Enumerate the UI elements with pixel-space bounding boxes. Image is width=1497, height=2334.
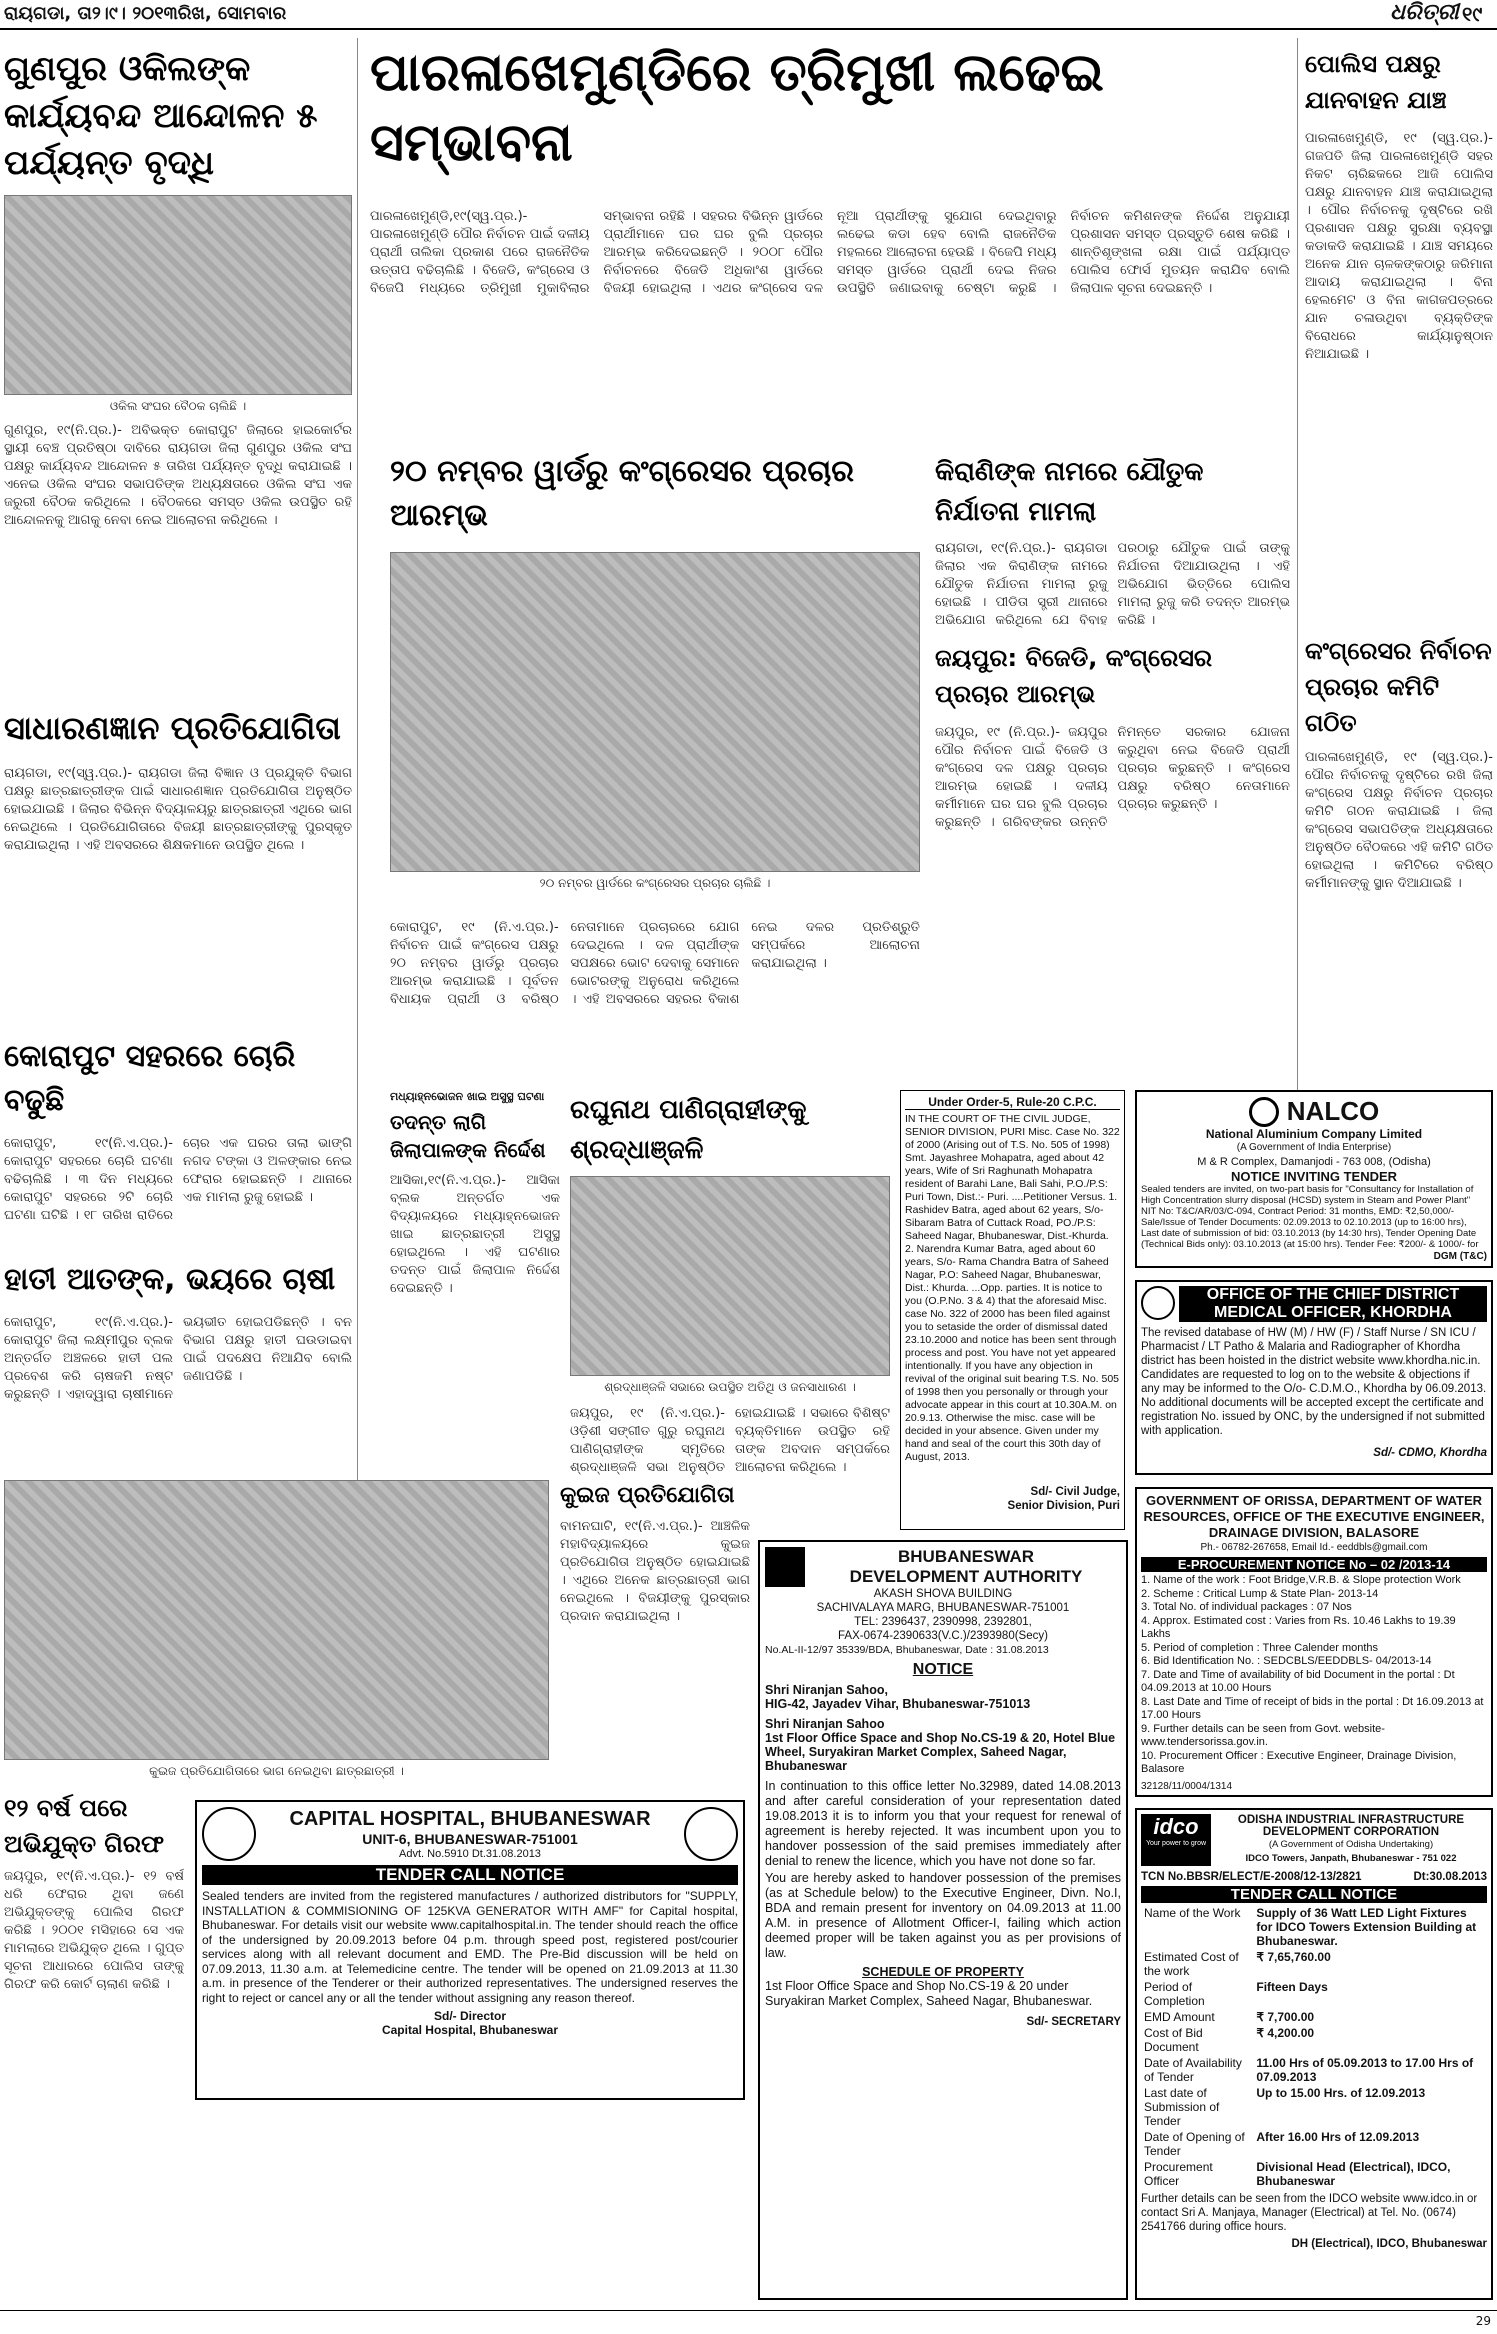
- headline: ରଘୁନାଥ ପାଣିଗ୍ରାହୀଙ୍କୁ ଶ୍ରଦ୍ଧାଞ୍ଜଳି: [570, 1095, 807, 1165]
- ad-item-list: [1141, 1574, 1487, 1777]
- ad-ref: No.AL-II-12/97 35339/BDA, Bhubaneswar, Date : 31.08.2013: [765, 1644, 1049, 1656]
- story-arrest: [4, 1790, 184, 2263]
- ad-ref: 32128/11/0004/1314: [1141, 1780, 1233, 1792]
- story-body: ରାୟଗଡା, ୧୯(ନି.ପ୍ର.)- ରାୟଗଡା ଜିଲାର ଏକ କିରାଣିଙ୍କ ନାମରେ ଯୌତୁକ ନିର୍ଯାତନା ମାମଲା ରୁଜୁ ହୋଇଛି । ପୀଡିତା ସ୍ତ୍ରୀ ଥାନାରେ ଅଭିଯୋଗ କରିଥିଲେ ଯେ ବିବାହ ପରଠାରୁ ଯୌତୁକ ପାଇଁ ତାଙ୍କୁ ନିର୍ଯାତନା ଦିଆଯାଉଥିଲା । ଏହି ଅଭିଯୋଗ ଭିତ୍ତିରେ ପୋଲିସ ମାମଲା ରୁଜୁ କରି ତଦନ୍ତ ଆରମ୍ଭ କରିଛି ।: [935, 541, 1290, 628]
- table-row: [1141, 2129, 1487, 2159]
- ad-subtitle: (A Government of India Enterprise): [1236, 1142, 1392, 1153]
- row-value: Up to 15.00 Hrs. of 12.09.2013: [1256, 2086, 1426, 2100]
- table-row: [1141, 2009, 1487, 2025]
- row-value: Supply of 36 Watt LED Light Fixtures for IDCO Towers Extension Building at Bhubaneswar.: [1256, 1906, 1477, 1948]
- ad-item: 4. Approx. Estimated cost : Varies from Rs. 10.46 Lakhs to 19.39 Lakhs: [1141, 1614, 1456, 1640]
- ad-footer: Further details can be seen from the IDCO website www.idco.in or contact Sri A. Manjaya, Manager (Electrical) at Tel. No. (0674) 2541766 during office hours.: [1141, 2193, 1478, 2233]
- ad-item: 2. Scheme : Critical Lump & State Plan- 2013-14: [1141, 1587, 1379, 1600]
- ad-body: IN THE COURT OF THE CIVIL JUDGE, SENIOR DIVISION, PURI Misc. Case No. 322 of 2000 (Arising out of T.S. No. 505 of 1998) Smt. Jayashree Mohapatra, aged about 42 years, Wife of Sri Raghunath Mohapatra resident of Barahi Lane, Bali Sahi, P.O./P.S: Puri Town, Dist.:- Puri. ....Petitioner Versus. 1. Rashidev Batra, aged about 62 years, S/o- Sibaram Batra of Cuttack Road, PO./P.S: Saheed Nagar, Bhubaneswar, Dist.-Khurda. 2. Narendra Kumar Batra, aged about 60 years, S/o- Rama Chandra Batra of Saheed Nagar, P.O: Saheed Nagar, Bhubaneswar, Dist.: Khurda. ...Opp. parties. It is notice to you (O.P.No. 3 & 4) that the aforesaid Misc. case No. 322 of 2000 has been filed against you to setaside the order of dismissal dated 23.10.2000 and notice has been sent through process and post. You have not yet appeared intentionally. If you have any objection in revival of the original suit bearing T.S. No. 505 of 1998 then you personally or through your advocate appear in this court at 10.30A.M. on 20.9.13. Otherwise the misc. case will be decided in your absence. Given under my hand and seal of the court this 30th day of August, 2013.: [905, 1113, 1120, 1463]
- photo-lawyers-meeting: [4, 195, 352, 395]
- ad-sign: Capital Hospital, Bhubaneswar: [381, 2023, 559, 2037]
- row-label: Period of Completion: [1144, 1980, 1205, 2008]
- ad-footer: DGM (T&C): [1433, 1251, 1487, 1262]
- ad-advt: Advt. No.5910 Dt.31.08.2013: [399, 1847, 541, 1860]
- footer-page-number: 29: [1475, 2314, 1491, 2328]
- ad-sign: Sd/- CDMO, Khordha: [1373, 1447, 1487, 1459]
- ad-court-notice: [900, 1090, 1125, 1530]
- headline: କୁଇଜ ପ୍ରତିଯୋଗିତା: [560, 1483, 735, 1508]
- ad-sign: DH (Electrical), IDCO, Bhubaneswar: [1291, 2238, 1487, 2250]
- ad-addressee: 1st Floor Office Space and Shop No.CS-19 & 20, Hotel Blue Wheel, Suryakiran Market Complex, Saheed Nagar, Bhubaneswar: [765, 1731, 1116, 1773]
- ad-address: IDCO Towers, Janpath, Bhubaneswar - 751 022: [1245, 1853, 1457, 1864]
- column-rule: [1297, 38, 1298, 1248]
- headline: ୧୨ ବର୍ଷ ପରେ ଅଭିଯୁକ୍ତ ଗିରଫ: [4, 1794, 165, 1858]
- story-general-knowledge: [4, 705, 352, 1065]
- story-body: ଗୁଣପୁର, ୧୯(ନି.ପ୍ର.)- ଅବିଭକ୍ତ କୋରାପୁଟ ଜିଲାରେ ହାଇକୋର୍ଟର ସ୍ଥାୟୀ ବେଞ୍ଚ ପ୍ରତିଷ୍ଠା ଦାବିରେ ରାୟଗଡା ଜିଲା ଗୁଣପୁର ଓକିଲ ସଂଘ ପକ୍ଷରୁ କାର୍ଯ୍ୟବନ୍ଦ ଆନ୍ଦୋଳନ ୫ ତାରିଖ ପର୍ଯ୍ୟନ୍ତ ବୃଦ୍ଧି କରାଯାଇଛି । ଏନେଇ ଓକିଲ ସଂଘର ସଭାପତିଙ୍କ ଅଧ୍ୟକ୍ଷତାରେ ଓକିଲ ସଂଘ ଏକ ଜରୁରୀ ବୈଠକ କରିଥିଲେ । ବୈଠକରେ ସମସ୍ତ ଓକିଲ ଉପସ୍ଥିତ ରହି ଆନ୍ଦୋଳନକୁ ଆଗକୁ ନେବା ନେଇ ଆଲୋଚନା କରିଥିଲେ ।: [4, 423, 352, 528]
- row-value: Divisional Head (Electrical), IDCO, Bhubaneswar: [1256, 2160, 1451, 2188]
- photo-caption: କୁଇଜ ପ୍ରତିଯୋଗିତାରେ ଭାଗ ନେଇଥିବା ଛାତ୍ରଛାତ୍ରୀ ।: [149, 1764, 404, 1778]
- row-label: Date of Opening of Tender: [1144, 2130, 1245, 2158]
- ad-sign: Sd/- Civil Judge,: [1030, 1486, 1120, 1498]
- photo-quiz: [4, 1480, 549, 1760]
- ad-sign: Senior Division, Puri: [1007, 1500, 1120, 1512]
- headline: ହାତୀ ଆତଙ୍କ, ଭୟରେ ଚାଷୀ: [4, 1262, 336, 1297]
- headline: ୨୦ ନମ୍ବର ୱାର୍ଡରୁ କଂଗ୍ରେସର ପ୍ରଚାର ଆରମ୍ଭ: [390, 454, 855, 533]
- ad-item: 7. Date and Time of availability of bid Document in the portal : Dt 04.09.2013 at 10.00 Hours: [1141, 1668, 1455, 1694]
- ad-address: AKASH SHOVA BUILDING: [873, 1588, 1013, 1600]
- odisha-emblem-icon: [1141, 1286, 1175, 1320]
- page-number: ୧୯: [1462, 2, 1483, 26]
- row-value: 11.00 Hrs of 05.09.2013 to 17.00 Hrs of 07.09.2013: [1256, 2056, 1474, 2084]
- ad-title: BHUBANESWAR: [898, 1547, 1034, 1566]
- table-row: [1141, 2025, 1487, 2055]
- story-body: ଆସିକା,୧୯(ନି.ଏ.ପ୍ର.)- ଆସିକା ବ୍ଲକ ଅନ୍ତର୍ଗତ ଏକ ବିଦ୍ୟାଳୟରେ ମଧ୍ୟାହ୍ନଭୋଜନ ଖାଇ ଛାତ୍ରଛାତ୍ରୀ ଅସୁସ୍ଥ ହୋଇଥିଲେ । ଏହି ଘଟଣାର ତଦନ୍ତ ପାଇଁ ଜିଲାପାଳ ନିର୍ଦ୍ଦେଶ ଦେଇଛନ୍ତି ।: [390, 1173, 560, 1296]
- story-body: କୋରାପୁଟ, ୧୯ (ନି.ଏ.ପ୍ର.)- ନିର୍ବାଚନ ପାଇଁ କଂଗ୍ରେସ ପକ୍ଷରୁ ୨୦ ନମ୍ବର ୱାର୍ଡରୁ ପ୍ରଚାର ଆରମ୍ଭ କରାଯାଇଛି । ପୂର୍ବତନ ବିଧାୟକ ପ୍ରାର୍ଥୀ ଓ ବରିଷ୍ଠ ନେତାମାନେ ପ୍ରଚାରରେ ଯୋଗ ଦେଇଥିଲେ । ଦଳ ପ୍ରାର୍ଥୀଙ୍କ ସପକ୍ଷରେ ଭୋଟ ଦେବାକୁ ସେମାନେ ଭୋଟରଙ୍କୁ ଅନୁରୋଧ କରିଥିଲେ । ଏହି ଅବସରରେ ସହରର ବିକାଶ ନେଇ ଦଳର ପ୍ରତିଶ୍ରୁତି ସମ୍ପର୍କରେ ଆଲୋଚନା କରାଯାଇଥିଲା ।: [390, 920, 920, 1007]
- dateline: ରାୟଗଡା, ତା୨।୯। ୨୦୧୩ରିଖ, ସୋମବାର: [4, 3, 287, 24]
- story-gunupur: [4, 46, 352, 690]
- table-row: [1141, 1949, 1487, 1979]
- page-footer: [0, 2310, 1497, 2334]
- ad-addressee: HIG-42, Jayadev Vihar, Bhubaneswar-751013: [765, 1697, 1031, 1711]
- story-jeypore: [935, 640, 1290, 1074]
- headline: ସାଧାରଣଜ୍ଞାନ ପ୍ରତିଯୋଗିତା: [4, 709, 341, 747]
- ad-title: DEVELOPMENT AUTHORITY: [849, 1567, 1083, 1586]
- ad-subtitle: (A Government of Odisha Undertaking): [1268, 1839, 1434, 1850]
- row-value: After 16.00 Hrs of 12.09.2013: [1256, 2130, 1420, 2144]
- ad-item: 5. Period of completion : Three Calender months: [1141, 1641, 1379, 1654]
- table-row: [1141, 2085, 1487, 2129]
- ad-nalco: [1135, 1090, 1493, 1268]
- ad-item: 6. Bid Identification No. : SEDCBLS/EEDDBLS- 04/2013-14: [1141, 1655, 1432, 1667]
- ad-title: CAPITAL HOSPITAL, BHUBANESWAR: [289, 1807, 651, 1830]
- row-value: ₹ 7,700.00: [1256, 2010, 1315, 2024]
- headline: କଂଗ୍ରେସର ନିର୍ବାଚନ ପ୍ରଚାର କମିଟି ଗଠିତ: [1305, 637, 1492, 737]
- story-paralakhemundi: [370, 38, 1290, 483]
- masthead: [0, 0, 1497, 30]
- headline: ତଦନ୍ତ ଲାଗି ଜିଲାପାଳଙ୍କ ନିର୍ଦ୍ଦେଶ: [390, 1110, 546, 1162]
- headline: କୋରାପୁଟ ସହରରେ ଚୋରି ବଢୁଛି: [4, 1039, 296, 1118]
- headline: ଗୁଣପୁର ଓକିଲଙ୍କ କାର୍ଯ୍ୟବନ୍ଦ ଆନ୍ଦୋଳନ ୫ ପର୍ଯ୍ୟନ୍ତ ବୃଦ୍ଧି: [4, 49, 318, 183]
- ad-item: 3. Total No. of individual packages : 07 Nos: [1141, 1601, 1352, 1613]
- row-value: ₹ 4,200.00: [1256, 2026, 1315, 2040]
- story-body: ଜୟପୁର, ୧୯ (ନି.ଏ.ପ୍ର.)- ଓଡ଼ିଶୀ ସଙ୍ଗୀତ ଗୁରୁ ରଘୁନାଥ ପାଣିଗ୍ରାହୀଙ୍କ ସ୍ମୃତିରେ ଶ୍ରଦ୍ଧାଞ୍ଜଳି ସଭା ଅନୁଷ୍ଠିତ ହୋଇଯାଇଛି । ସଭାରେ ବିଶିଷ୍ଟ ବ୍ୟକ୍ତିମାନେ ଉପସ୍ଥିତ ରହି ତାଙ୍କ ଅବଦାନ ସମ୍ପର୍କରେ ଆଲୋଚନା କରିଥିଲେ ।: [570, 1406, 890, 1475]
- story-ward20: [390, 450, 920, 1099]
- ad-item: 8. Last Date and Time of receipt of bids in the portal : Dt 16.09.2013 at 17.00 Hours: [1141, 1695, 1484, 1721]
- ad-item: 9. Further details can be seen from Govt. website- www.tendersorissa.gov.in.: [1141, 1722, 1385, 1748]
- ad-title: NOTICE INVITING TENDER: [1230, 1169, 1398, 1184]
- headline: ଜୟପୁର: ବିଜେଡି, କଂଗ୍ରେସର ପ୍ରଚାର ଆରମ୍ଭ: [935, 644, 1213, 708]
- bda-logo-icon: [765, 1547, 805, 1587]
- headline: କିରାଣିଙ୍କ ନାମରେ ଯୌତୁକ ନିର୍ଯାତନା ମାମଲା: [935, 457, 1204, 527]
- story-body: କୋରାପୁଟ, ୧୯(ନି.ଏ.ପ୍ର.)- କୋରାପୁଟ ସହରରେ ଚୋରି ଘଟଣା ବଢିଚାଲିଛି । ୩ ଦିନ ମଧ୍ୟରେ କୋରାପୁଟ ସହରରେ ୨ଟି ଚୋରି ଘଟଣା ଘଟିଛି । ୧୮ ତାରିଖ ରାତିରେ ଚୋର ଏକ ଘରର ତାଲା ଭାଙ୍ଗି ନଗଦ ଟଙ୍କା ଓ ଅଳଙ୍କାର ନେଇ ଫେରାର ହୋଇଛନ୍ତି । ଥାନାରେ ଏକ ମାମଲା ରୁଜୁ ହୋଇଛି ।: [4, 1136, 352, 1223]
- hospital-logo-icon: [202, 1807, 256, 1861]
- ad-title: DEVELOPMENT CORPORATION: [1262, 1826, 1440, 1838]
- row-value: Fifteen Days: [1256, 1980, 1328, 1994]
- ad-item: 1. Name of the work : Foot Bridge,V.R.B. & Slope protection Work: [1141, 1574, 1461, 1586]
- ad-bda: [758, 1540, 1128, 2300]
- story-dowry: [935, 452, 1290, 650]
- ad-contact: Ph.- 06782-267658, Email Id.- eeddbls@gmail.com: [1200, 1542, 1428, 1553]
- ad-body: Sealed tenders are invited, on two-part basis for "Consultancy for Installation of High Concentration slurry disposal (HCSD) system in Steam and Power Plant" NIT No: T&C/AR/03/C-094, Contract Period: 31 months, EMD: ₹2,50,000/- Sale/Issue of Tender Documents: 02.09.2013 to 02.10.2013 (up to 16:00 hrs), Last date of submission of bid: 03.10.2013 (by 14:30 hrs), Tender Opening Date (Technical Bids only): 03.10.2013 (at 15:00 hrs). Tender Fee: ₹200/- & 1000/- for: [1141, 1184, 1479, 1250]
- photo-caption: ୨୦ ନମ୍ବର ୱାର୍ଡରେ କଂଗ୍ରେସର ପ୍ରଚାର ଚାଲିଛି ।: [539, 876, 771, 890]
- ad-body: In continuation to this office letter No.32989, dated 14.08.2013 and after careful consideration of your representation dated 19.08.2013 it is to inform you that your request for renewal of agreement is hereby rejected. It was incumbent upon you to handover possession of the said premises immediately after denial to renew the licence, which you have not done so far.: [765, 1779, 1121, 1868]
- story-body: ପାରଳାଖେମୁଣ୍ଡି,୧୯(ସ୍ୱ.ପ୍ର.)- ପାରଳାଖେମୁଣ୍ଡି ପୌର ନିର୍ବାଚନ ପାଇଁ ଦଳୀୟ ପ୍ରାର୍ଥୀ ତାଲିକା ପ୍ରକାଶ ପରେ ରାଜନୈତିକ ଉତ୍ତାପ ବଢିଚାଲିଛି । ବିଜେଡି, କଂଗ୍ରେସ ଓ ବିଜେପି ମଧ୍ୟରେ ତ୍ରିମୁଖୀ ମୁକାବିଲାର ସମ୍ଭାବନା ରହିଛି । ସହରର ବିଭିନ୍ନ ୱାର୍ଡରେ ପ୍ରାର୍ଥୀମାନେ ଘର ଘର ବୁଲି ପ୍ରଚାର ଆରମ୍ଭ କରିଦେଇଛନ୍ତି । ୨୦୦୮ ପୌର ନିର୍ବାଚନରେ ବିଜେଡି ଅଧିକାଂଶ ୱାର୍ଡରେ ବିଜୟୀ ହୋଇଥିଲା । ଏଥର କଂଗ୍ରେସ ଦଳ ନୂଆ ପ୍ରାର୍ଥୀଙ୍କୁ ସୁଯୋଗ ଦେଇଥିବାରୁ ଲଢେଇ କଡା ହେବ ବୋଲି ରାଜନୈତିକ ମହଲରେ ଆଲୋଚନା ହେଉଛି । ବିଜେପି ମଧ୍ୟ ସମସ୍ତ ୱାର୍ଡରେ ପ୍ରାର୍ଥୀ ଦେଇ ନିଜର ଉପସ୍ଥିତି ଜଣାଇବାକୁ ଚେଷ୍ଟା କରୁଛି । ନିର୍ବାଚନ କମିଶନଙ୍କ ନିର୍ଦ୍ଦେଶ ଅନୁଯାୟୀ ପ୍ରଶାସନ ସମସ୍ତ ପ୍ରସ୍ତୁତି ଶେଷ କରିଛି । ଶାନ୍ତିଶୃଙ୍ଖଳା ରକ୍ଷା ପାଇଁ ପର୍ଯ୍ୟାପ୍ତ ପୋଲିସ ଫୋର୍ସ ମୁତୟନ କରାଯିବ ବୋଲି ଜିଲାପାଳ ସୂଚନା ଦେଇଛନ୍ତି ।: [370, 209, 1290, 296]
- ad-title: Under Order-5, Rule-20 C.P.C.: [905, 1095, 1120, 1110]
- idco-logo: [1141, 1814, 1211, 1866]
- row-label: Procurement Officer: [1144, 2160, 1213, 2188]
- table-row: [1141, 2159, 1487, 2189]
- nalco-logo-icon: [1249, 1097, 1279, 1127]
- story-police: [1305, 46, 1493, 630]
- logo-text: idco: [1153, 1814, 1199, 1839]
- row-label: Estimated Cost of the work: [1144, 1950, 1239, 1978]
- ad-title: OFFICE OF THE CHIEF DISTRICT: [1206, 1286, 1460, 1303]
- headline: ପୋଲିସ ପକ୍ଷରୁ ଯାନବାହନ ଯାଞ୍ଚ: [1305, 50, 1447, 114]
- ad-schedule: 1st Floor Office Space and Shop No.CS-19 & 20 under Suryakiran Market Complex, Saheed Nagar, Bhubaneswar.: [765, 1979, 1093, 2008]
- ad-addressee: Shri Niranjan Sahoo,: [765, 1683, 888, 1697]
- ad-notice-bar: TENDER CALL NOTICE: [1141, 1886, 1487, 1903]
- ad-tel: TEL: 2396437, 2390998, 2392801,: [854, 1616, 1032, 1628]
- ad-fax: FAX-0674-2390633(V.C.)/2393980(Secy): [838, 1630, 1048, 1642]
- headline: ପାରଳାଖେମୁଣ୍ଡିରେ ତ୍ରିମୁଖୀ ଲଢେଇ ସମ୍ଭାବନା: [370, 43, 1104, 173]
- row-label: Cost of Bid Document: [1144, 2026, 1203, 2054]
- story-body: କୋରାପୁଟ, ୧୯(ନି.ଏ.ପ୍ର.)- କୋରାପୁଟ ଜିଲା ଲକ୍ଷ୍ମୀପୁର ବ୍ଲକ ଅନ୍ତର୍ଗତ ଅଞ୍ଚଳରେ ହାତୀ ପଲ ପ୍ରବେଶ କରି ଚାଷଜମି ନଷ୍ଟ କରୁଛନ୍ତି । ଏହାଦ୍ୱାରା ଚାଷୀମାନେ ଭୟଭୀତ ହୋଇପଡିଛନ୍ତି । ବନ ବିଭାଗ ପକ୍ଷରୁ ହାତୀ ଘଉଡାଇବା ପାଇଁ ପଦକ୍ଷେପ ନିଆଯିବ ବୋଲି ଜଣାପଡିଛି ।: [4, 1315, 352, 1402]
- table-row: [1141, 1979, 1487, 2009]
- story-elephant: [4, 1258, 352, 1444]
- ad-capital-hospital: [195, 1800, 745, 2100]
- ad-title: GOVERNMENT OF ORISSA, DEPARTMENT OF WATER RESOURCES, OFFICE OF THE EXECUTIVE ENGINEER, DRAINAGE DIVISION, BALASORE: [1143, 1493, 1485, 1540]
- ad-title: MEDICAL OFFICER, KHORDHA: [1214, 1304, 1452, 1321]
- ad-body: You are hereby asked to handover possession of the premises (as at Schedule below) to the Executive Engineer, Divn. No.I, BDA and remain present for inventory on 04.09.2013 at 11.00 A.M. in presence of Allotment Officer-I, failing which action deemed proper will be taken against you as per provisions of law.: [765, 1871, 1121, 1960]
- ad-tender-table: [1141, 1905, 1487, 2189]
- ad-subtitle: UNIT-6, BHUBANESWAR-751001: [362, 1830, 578, 1847]
- ad-cdmo: [1135, 1280, 1493, 1475]
- row-label: Last date of Submission of Tender: [1144, 2086, 1220, 2128]
- ad-logo-text: NALCO: [1286, 1096, 1380, 1126]
- logo-tagline: Your power to grow: [1145, 1840, 1207, 1847]
- ad-idco: [1135, 1808, 1493, 2300]
- story-body: ପାରଳାଖେମୁଣ୍ଡି, ୧୯ (ସ୍ୱ.ପ୍ର.)- ପୌର ନିର୍ବାଚନକୁ ଦୃଷ୍ଟିରେ ରଖି ଜିଲା କଂଗ୍ରେସ ପକ୍ଷରୁ ନିର୍ବାଚନ ପ୍ରଚାର କମିଟି ଗଠନ କରାଯାଇଛି । ଜିଲା କଂଗ୍ରେସ ସଭାପତିଙ୍କ ଅଧ୍ୟକ୍ଷତାରେ ଅନୁଷ୍ଠିତ ବୈଠକରେ ଏହି କମିଟି ଗଠିତ ହୋଇଥିଲା । କମିଟିରେ ବରିଷ୍ଠ କର୍ମୀମାନଙ୍କୁ ସ୍ଥାନ ଦିଆଯାଇଛି ।: [1305, 750, 1493, 891]
- ad-title: ODISHA INDUSTRIAL INFRASTRUCTURE: [1237, 1814, 1465, 1826]
- photo-campaign: [390, 552, 920, 872]
- ad-item: 10. Procurement Officer : Executive Engineer, Drainage Division, Balasore: [1141, 1749, 1457, 1775]
- ad-addressee: Shri Niranjan Sahoo: [765, 1717, 885, 1731]
- photo-tribute: [570, 1176, 890, 1376]
- ad-notice-title: NOTICE: [912, 1661, 974, 1678]
- ad-notice-bar: E-PROCUREMENT NOTICE No – 02 /2013-14: [1141, 1557, 1487, 1572]
- table-row: [1141, 2055, 1487, 2085]
- row-label: Name of the Work: [1144, 1906, 1241, 1920]
- ad-notice-bar: TENDER CALL NOTICE: [202, 1865, 738, 1885]
- ad-tcn: TCN No.BBSR/ELECT/E-2008/12-13/2821: [1141, 1871, 1362, 1883]
- story-body: ଜୟପୁର, ୧୯ (ନି.ପ୍ର.)- ଜୟପୁର ପୌର ନିର୍ବାଚନ ପାଇଁ ବିଜେଡି ଓ କଂଗ୍ରେସ ଦଳ ପକ୍ଷରୁ ପ୍ରଚାର ଆରମ୍ଭ ହୋଇଛି । ଦଳୀୟ କର୍ମୀମାନେ ଘର ଘର ବୁଲି ପ୍ରଚାର କରୁଛନ୍ତି । ଗରିବଙ୍କର ଉନ୍ନତି ନିମନ୍ତେ ସରକାର ଯୋଜନା କରୁଥିବା ନେଇ ବିଜେଡି ପ୍ରାର୍ଥୀ ପ୍ରଚାର କରୁଛନ୍ତି । କଂଗ୍ରେସ ପକ୍ଷରୁ ବରିଷ୍ଠ ନେତାମାନେ ପ୍ରଚାର କରୁଛନ୍ତି ।: [935, 725, 1290, 830]
- row-label: EMD Amount: [1144, 2010, 1215, 2024]
- table-row: [1141, 1905, 1487, 1949]
- ad-company: National Aluminium Company Limited: [1205, 1127, 1423, 1141]
- ad-sign: Sd/- SECRETARY: [1026, 2016, 1121, 2028]
- story-theft: [4, 1035, 352, 1295]
- row-label: Date of Availability of Tender: [1144, 2056, 1242, 2084]
- story-body: ଜୟପୁର, ୧୯(ନି.ଏ.ପ୍ର.)- ୧୨ ବର୍ଷ ଧରି ଫେରାର ଥିବା ଜଣେ ଅଭିଯୁକ୍ତଙ୍କୁ ପୋଲିସ ଗିରଫ କରିଛି । ୨୦୦୧ ମସିହାରେ ସେ ଏକ ମାମଲାରେ ଅଭିଯୁକ୍ତ ଥିଲେ । ଗୁପ୍ତ ସୂଚନା ଆଧାରରେ ପୋଲିସ ତାଙ୍କୁ ଗିରଫ କରି କୋର୍ଟ ଚାଲାଣ କରିଛି ।: [4, 1869, 184, 1992]
- photo-caption: ଓକିଲ ସଂଘର ବୈଠକ ଚାଲିଛି ।: [109, 399, 247, 413]
- ad-tcn-date: Dt:30.08.2013: [1413, 1871, 1487, 1883]
- ad-address: M & R Complex, Damanjodi - 763 008, (Odisha): [1197, 1156, 1431, 1168]
- column-rule: [357, 38, 358, 1678]
- ad-sign: [1141, 1794, 1487, 1798]
- ad-body: Sealed tenders are invited from the registered manufactures / authorized distributors for "SUPPLY, INSTALLATION & COMMISIONING OF 125KVA GENERATOR WITH AMF" for Capital hospital, Bhubaneswar. For details visit our website www.capitalhospital.in. The tender should reach the office of the undersigned by 20.09.2013 before 04 p.m. through speed post, registered post/courier services along with all relevant document and EMD. The Pre-Bid discussion will be held on 07.09.2013, 11.30 a.m. at Telemedicine centre. The tender will be opened on 21.09.2013 at 11.30 a.m. in presence of the Tenderer or their authorized representatives. The undersigned reserves the right to reject or cancel any or all the tender without assigning any reason thereof.: [202, 1889, 738, 2005]
- story-body: ରାୟଗଡା, ୧୯(ସ୍ୱ.ପ୍ର.)- ରାୟଗଡା ଜିଲା ବିଜ୍ଞାନ ଓ ପ୍ରଯୁକ୍ତି ବିଭାଗ ପକ୍ଷରୁ ଛାତ୍ରଛାତ୍ରୀଙ୍କ ପାଇଁ ସାଧାରଣଜ୍ଞାନ ପ୍ରତିଯୋଗିତା ଅନୁଷ୍ଠିତ ହୋଇଯାଇଛି । ଜିଲାର ବିଭିନ୍ନ ବିଦ୍ୟାଳୟରୁ ଛାତ୍ରଛାତ୍ରୀ ଏଥିରେ ଭାଗ ନେଇଥିଲେ । ପ୍ରତିଯୋଗିତାରେ ବିଜୟୀ ଛାତ୍ରଛାତ୍ରୀଙ୍କୁ ପୁରସ୍କୃତ କରାଯାଇଥିଲା । ଏହି ଅବସରରେ ଶିକ୍ଷକମାନେ ଉପସ୍ଥିତ ଥିଲେ ।: [4, 766, 352, 853]
- odisha-emblem-icon: [684, 1807, 738, 1861]
- ad-water-resources: [1135, 1487, 1493, 1797]
- photo-caption: ଶ୍ରଦ୍ଧାଞ୍ଜଳି ସଭାରେ ଉପସ୍ଥିତ ଅତିଥି ଓ ଜନସାଧାରଣ ।: [604, 1380, 856, 1394]
- story-body: ପାରଳାଖେମୁଣ୍ଡି, ୧୯ (ସ୍ୱ.ପ୍ର.)- ଗଜପତି ଜିଲା ପାରଳାଖେମୁଣ୍ଡି ସହର ନିକଟ ଚାରିଛକରେ ଆଜି ପୋଲିସ ପକ୍ଷରୁ ଯାନବାହନ ଯାଞ୍ଚ କରାଯାଇଥିଲା । ପୌର ନିର୍ବାଚନକୁ ଦୃଷ୍ଟିରେ ରଖି ପ୍ରଶାସନ ପକ୍ଷରୁ ସୁରକ୍ଷା ବ୍ୟବସ୍ଥା କଡାକଡି କରାଯାଇଛି । ଯାଞ୍ଚ ସମୟରେ ଅନେକ ଯାନ ଚାଳକଙ୍କଠାରୁ ଜରିମାନା ଆଦାୟ କରାଯାଇଥିଲା । ବିନା ହେଲମେଟ ଓ ବିନା କାଗଜପତ୍ରରେ ଯାନ ଚଳାଉଥିବା ବ୍ୟକ୍ତିଙ୍କ ବିରୋଧରେ କାର୍ଯ୍ୟାନୁଷ୍ଠାନ ନିଆଯାଇଛି ।: [1305, 131, 1493, 362]
- brand-logo: ଧରିତ୍ରୀ: [1390, 0, 1459, 25]
- story-body: ବାମନଘାଟି, ୧୯(ନି.ଏ.ପ୍ର.)- ଆଞ୍ଚଳିକ ମହାବିଦ୍ୟାଳୟରେ କୁଇଜ ପ୍ରତିଯୋଗିତା ଅନୁଷ୍ଠିତ ହୋଇଯାଇଛି । ଏଥିରେ ଅନେକ ଛାତ୍ରଛାତ୍ରୀ ଭାଗ ନେଇଥିଲେ । ବିଜୟୀଙ୍କୁ ପୁରସ୍କାର ପ୍ରଦାନ କରାଯାଇଥିଲା ।: [560, 1519, 750, 1624]
- ad-address: SACHIVALAYA MARG, BHUBANESWAR-751001: [816, 1602, 1070, 1614]
- ad-schedule-title: SCHEDULE OF PROPERTY: [862, 1965, 1024, 1979]
- row-value: ₹ 7,65,760.00: [1256, 1950, 1331, 1964]
- kicker: ମଧ୍ୟାହ୍ନଭୋଜନ ଖାଇ ଅସୁସ୍ଥ ଘଟଣା: [390, 1090, 545, 1103]
- story-quiz: [560, 1480, 750, 1778]
- ad-sign: Sd/- Director: [433, 2009, 506, 2023]
- ad-body: The revised database of HW (M) / HW (F) / Staff Nurse / SN ICU / Pharmacist / LT Patho & Malaria and Radiographer of Khordha district has been hoisted in the district website www.khordha.nic.in. Candidates are requested to log on to the website & objections if any may be informed to the O/o- C.D.M.O., Khordha by 06.09.2013. No additional documents will be accepted except the certificate and registration No. issued by ONC, by the undersigned if not submitted with application.: [1141, 1327, 1487, 1437]
